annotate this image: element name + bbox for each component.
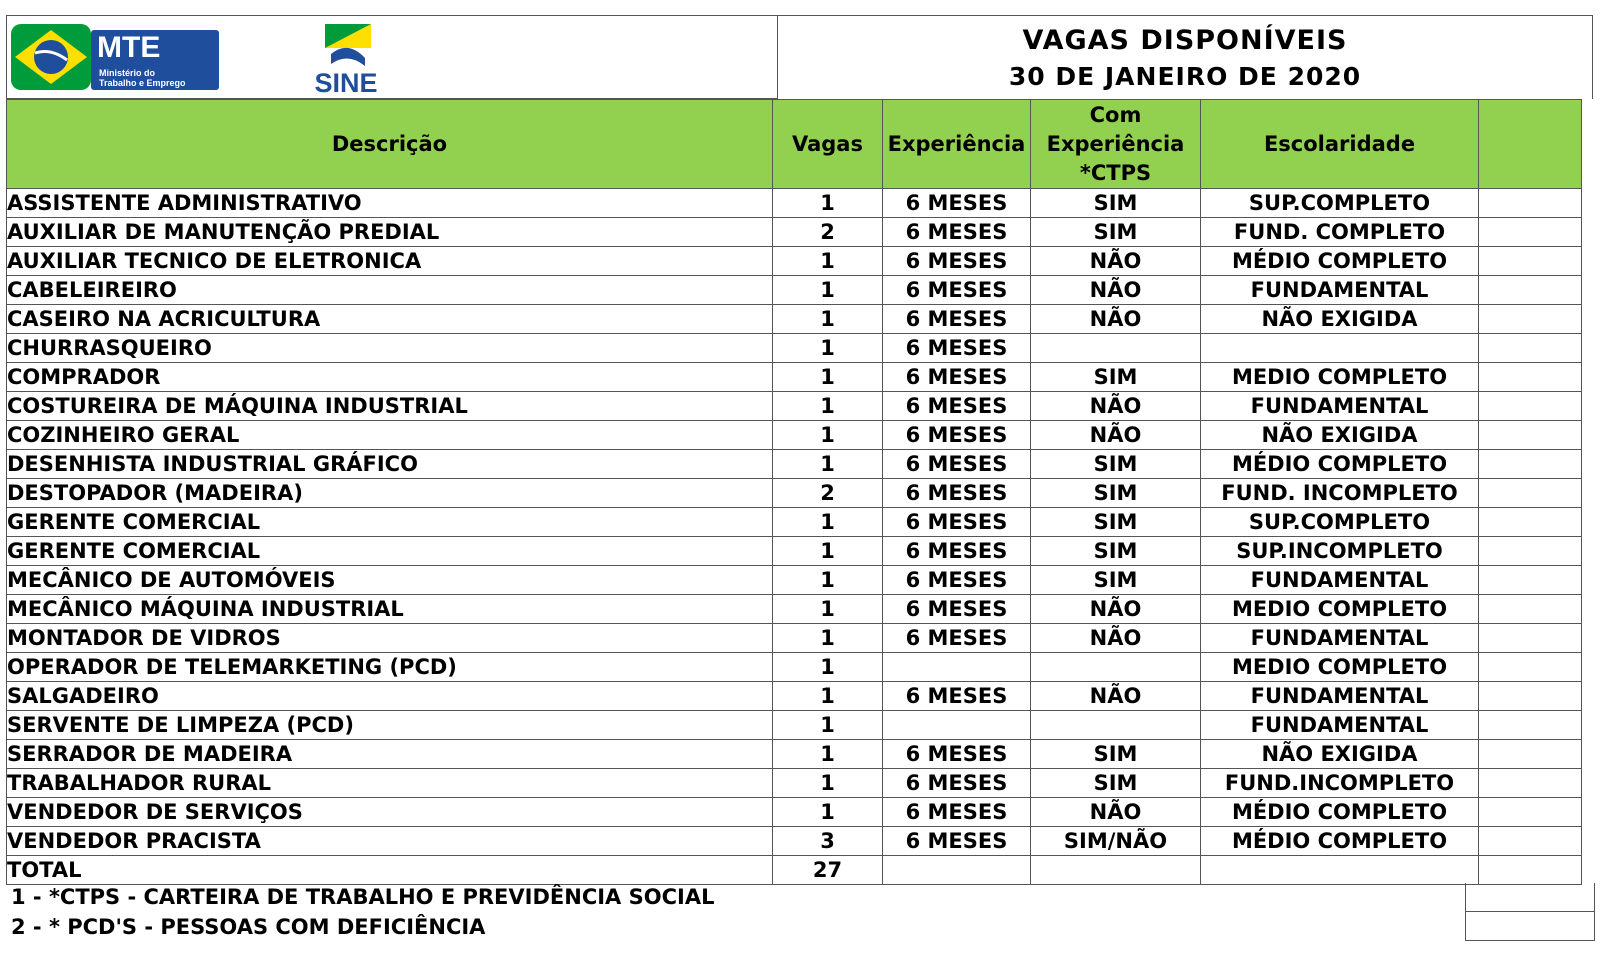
table-row <box>7 624 1582 653</box>
cell-desc: SALGADEIRO <box>7 682 773 711</box>
cell-desc: SERVENTE DE LIMPEZA (PCD) <box>7 711 773 740</box>
cell-exp: 6 MESES <box>883 421 1031 450</box>
cell-vagas: 1 <box>773 508 883 537</box>
cell-esc: MEDIO COMPLETO <box>1201 363 1479 392</box>
cell-ctps: NÃO <box>1031 682 1201 711</box>
cell-ctps: NÃO <box>1031 624 1201 653</box>
mte-badge <box>91 30 219 90</box>
table-row <box>7 740 1582 769</box>
cell-empty <box>1479 218 1582 247</box>
footnote-ctps: 1 - *CTPS - CARTEIRA DE TRABALHO E PREVIDÊNCIA SOCIAL <box>11 885 715 909</box>
table-row <box>7 653 1582 682</box>
cell-empty <box>1479 537 1582 566</box>
cell-vagas: 1 <box>773 740 883 769</box>
side-empty-cell <box>1465 883 1595 912</box>
cell-empty <box>1479 189 1582 218</box>
cell-desc: AUXILIAR DE MANUTENÇÃO PREDIAL <box>7 218 773 247</box>
cell-vagas: 1 <box>773 566 883 595</box>
cell-exp: 6 MESES <box>883 508 1031 537</box>
header-line-experiencia: Experiência <box>1046 131 1185 156</box>
cell-esc: FUNDAMENTAL <box>1201 276 1479 305</box>
cell-empty <box>1479 247 1582 276</box>
table-row <box>7 392 1582 421</box>
cell-vagas: 1 <box>773 450 883 479</box>
cell-empty <box>1479 740 1582 769</box>
cell-esc: SUP.COMPLETO <box>1201 189 1479 218</box>
table-row <box>7 421 1582 450</box>
cell-esc: MEDIO COMPLETO <box>1201 595 1479 624</box>
mte-name: MTE <box>97 31 161 64</box>
cell-esc: FUND.INCOMPLETO <box>1201 769 1479 798</box>
cell-empty <box>1479 798 1582 827</box>
cell-vagas: 1 <box>773 624 883 653</box>
cell-exp: 6 MESES <box>883 189 1031 218</box>
footnotes <box>11 882 714 942</box>
cell-ctps: SIM <box>1031 537 1201 566</box>
cell-desc: MECÂNICO MÁQUINA INDUSTRIAL <box>7 595 773 624</box>
table-row <box>7 769 1582 798</box>
cell-vagas: 1 <box>773 798 883 827</box>
cell-esc: NÃO EXIGIDA <box>1201 421 1479 450</box>
cell-exp: 6 MESES <box>883 682 1031 711</box>
page-date: 30 DE JANEIRO DE 2020 <box>1008 62 1362 91</box>
cell-ctps: SIM <box>1031 189 1201 218</box>
cell-ctps: SIM <box>1031 363 1201 392</box>
cell-exp: 6 MESES <box>883 827 1031 856</box>
cell-empty <box>1479 276 1582 305</box>
cell-exp <box>883 711 1031 740</box>
cell-empty <box>1479 479 1582 508</box>
cell-empty <box>1479 421 1582 450</box>
table-row <box>7 682 1582 711</box>
cell-ctps: SIM/NÃO <box>1031 827 1201 856</box>
cell-exp: 6 MESES <box>883 305 1031 334</box>
page-title: VAGAS DISPONÍVEIS <box>1022 25 1348 56</box>
cell-exp: 6 MESES <box>883 392 1031 421</box>
cell-esc: NÃO EXIGIDA <box>1201 740 1479 769</box>
cell-desc: OPERADOR DE TELEMARKETING (PCD) <box>7 653 773 682</box>
total-empty-cell <box>883 856 1031 885</box>
cell-exp: 6 MESES <box>883 537 1031 566</box>
cell-vagas: 1 <box>773 189 883 218</box>
cell-vagas: 1 <box>773 537 883 566</box>
cell-vagas: 2 <box>773 479 883 508</box>
mte-subtitle-line-1: Ministério do <box>99 68 155 78</box>
cell-vagas: 2 <box>773 218 883 247</box>
column-header-com-experiencia-ctps <box>1031 100 1201 189</box>
cell-vagas: 3 <box>773 827 883 856</box>
cell-ctps: SIM <box>1031 769 1201 798</box>
cell-ctps: SIM <box>1031 740 1201 769</box>
cell-vagas: 1 <box>773 276 883 305</box>
title-area <box>778 15 1593 99</box>
table-row <box>7 189 1582 218</box>
cell-desc: COMPRADOR <box>7 363 773 392</box>
table-row <box>7 305 1582 334</box>
cell-exp: 6 MESES <box>883 740 1031 769</box>
cell-empty <box>1479 682 1582 711</box>
brazil-flag-icon <box>11 20 91 94</box>
cell-esc: FUNDAMENTAL <box>1201 682 1479 711</box>
cell-ctps: NÃO <box>1031 305 1201 334</box>
header-line-ctps: *CTPS <box>1079 160 1152 185</box>
cell-desc: COSTUREIRA DE MÁQUINA INDUSTRIAL <box>7 392 773 421</box>
table-row <box>7 479 1582 508</box>
cell-desc: COZINHEIRO GERAL <box>7 421 773 450</box>
cell-ctps: NÃO <box>1031 798 1201 827</box>
cell-exp: 6 MESES <box>883 218 1031 247</box>
cell-esc <box>1201 334 1479 363</box>
cell-empty <box>1479 508 1582 537</box>
cell-vagas: 1 <box>773 653 883 682</box>
cell-empty <box>1479 363 1582 392</box>
cell-desc: ASSISTENTE ADMINISTRATIVO <box>7 189 773 218</box>
total-row <box>7 856 1582 885</box>
cell-desc: GERENTE COMERCIAL <box>7 537 773 566</box>
table-row <box>7 218 1582 247</box>
table-row <box>7 334 1582 363</box>
header-line-com: Com <box>1089 102 1142 127</box>
cell-vagas: 1 <box>773 682 883 711</box>
cell-ctps: SIM <box>1031 479 1201 508</box>
table-row <box>7 798 1582 827</box>
cell-esc: FUND. INCOMPLETO <box>1201 479 1479 508</box>
cell-esc: NÃO EXIGIDA <box>1201 305 1479 334</box>
cell-exp: 6 MESES <box>883 276 1031 305</box>
cell-exp: 6 MESES <box>883 595 1031 624</box>
cell-ctps: NÃO <box>1031 276 1201 305</box>
cell-empty <box>1479 392 1582 421</box>
cell-empty <box>1479 827 1582 856</box>
sine-emblem-icon <box>317 18 379 70</box>
cell-ctps <box>1031 711 1201 740</box>
cell-vagas: 1 <box>773 363 883 392</box>
cell-desc: CASEIRO NA ACRICULTURA <box>7 305 773 334</box>
cell-exp: 6 MESES <box>883 479 1031 508</box>
cell-esc: FUNDAMENTAL <box>1201 392 1479 421</box>
column-header-vagas: Vagas <box>773 100 883 189</box>
cell-ctps: NÃO <box>1031 421 1201 450</box>
cell-ctps <box>1031 334 1201 363</box>
cell-empty <box>1479 653 1582 682</box>
cell-esc: MEDIO COMPLETO <box>1201 653 1479 682</box>
cell-esc: FUNDAMENTAL <box>1201 566 1479 595</box>
jobs-table <box>6 99 1582 885</box>
cell-vagas: 1 <box>773 711 883 740</box>
cell-desc: DESENHISTA INDUSTRIAL GRÁFICO <box>7 450 773 479</box>
total-empty-cell <box>1201 856 1479 885</box>
sine-name: SINE <box>314 68 378 98</box>
cell-vagas: 1 <box>773 769 883 798</box>
cell-desc: TRABALHADOR RURAL <box>7 769 773 798</box>
cell-exp: 6 MESES <box>883 769 1031 798</box>
cell-esc: SUP.INCOMPLETO <box>1201 537 1479 566</box>
cell-esc: FUNDAMENTAL <box>1201 711 1479 740</box>
cell-empty <box>1479 769 1582 798</box>
cell-vagas: 1 <box>773 392 883 421</box>
column-header-experiencia: Experiência <box>883 100 1031 189</box>
cell-vagas: 1 <box>773 421 883 450</box>
cell-empty <box>1479 334 1582 363</box>
total-empty-cell <box>1479 856 1582 885</box>
cell-exp: 6 MESES <box>883 334 1031 363</box>
page-header <box>6 15 1593 99</box>
cell-ctps <box>1031 653 1201 682</box>
cell-empty <box>1479 711 1582 740</box>
cell-esc: SUP.COMPLETO <box>1201 508 1479 537</box>
cell-exp: 6 MESES <box>883 363 1031 392</box>
cell-exp: 6 MESES <box>883 566 1031 595</box>
cell-ctps: SIM <box>1031 566 1201 595</box>
column-header-escolaridade: Escolaridade <box>1201 100 1479 189</box>
cell-vagas: 1 <box>773 334 883 363</box>
cell-ctps: NÃO <box>1031 595 1201 624</box>
cell-empty <box>1479 624 1582 653</box>
cell-exp: 6 MESES <box>883 247 1031 276</box>
cell-esc: FUNDAMENTAL <box>1201 624 1479 653</box>
table-row <box>7 363 1582 392</box>
table-header-row <box>7 100 1582 189</box>
cell-esc: FUND. COMPLETO <box>1201 218 1479 247</box>
cell-desc: MECÂNICO DE AUTOMÓVEIS <box>7 566 773 595</box>
cell-esc: MÉDIO COMPLETO <box>1201 450 1479 479</box>
cell-empty <box>1479 595 1582 624</box>
table-row <box>7 450 1582 479</box>
cell-ctps: NÃO <box>1031 392 1201 421</box>
cell-exp: 6 MESES <box>883 798 1031 827</box>
table-row <box>7 711 1582 740</box>
mte-subtitle <box>99 68 186 88</box>
table-row <box>7 247 1582 276</box>
footnote-pcd: 2 - * PCD'S - PESSOAS COM DEFICIÊNCIA <box>11 915 486 939</box>
cell-ctps: SIM <box>1031 218 1201 247</box>
cell-ctps: SIM <box>1031 508 1201 537</box>
cell-desc: CHURRASQUEIRO <box>7 334 773 363</box>
cell-exp: 6 MESES <box>883 624 1031 653</box>
logo-area <box>6 15 778 99</box>
side-empty-cell <box>1465 912 1595 941</box>
cell-ctps: NÃO <box>1031 247 1201 276</box>
cell-desc: MONTADOR DE VIDROS <box>7 624 773 653</box>
cell-esc: MÉDIO COMPLETO <box>1201 798 1479 827</box>
cell-exp <box>883 653 1031 682</box>
cell-ctps: SIM <box>1031 450 1201 479</box>
total-label: TOTAL <box>7 856 773 885</box>
cell-desc: AUXILIAR TECNICO DE ELETRONICA <box>7 247 773 276</box>
table-row <box>7 827 1582 856</box>
cell-esc: MÉDIO COMPLETO <box>1201 827 1479 856</box>
mte-subtitle-line-2: Trabalho e Emprego <box>99 78 186 88</box>
cell-desc: DESTOPADOR (MADEIRA) <box>7 479 773 508</box>
cell-desc: VENDEDOR PRACISTA <box>7 827 773 856</box>
cell-esc: MÉDIO COMPLETO <box>1201 247 1479 276</box>
total-empty-cell <box>1031 856 1201 885</box>
cell-vagas: 1 <box>773 595 883 624</box>
column-header-empty <box>1479 100 1582 189</box>
table-row <box>7 508 1582 537</box>
mte-logo <box>11 20 219 94</box>
cell-desc: SERRADOR DE MADEIRA <box>7 740 773 769</box>
cell-empty <box>1479 450 1582 479</box>
cell-vagas: 1 <box>773 305 883 334</box>
cell-vagas: 1 <box>773 247 883 276</box>
cell-exp: 6 MESES <box>883 450 1031 479</box>
table-row <box>7 566 1582 595</box>
sine-logo <box>307 18 387 100</box>
cell-empty <box>1479 566 1582 595</box>
column-header-descricao: Descrição <box>7 100 773 189</box>
table-row <box>7 537 1582 566</box>
total-value: 27 <box>773 856 883 885</box>
cell-desc: GERENTE COMERCIAL <box>7 508 773 537</box>
cell-desc: VENDEDOR DE SERVIÇOS <box>7 798 773 827</box>
table-row <box>7 595 1582 624</box>
cell-empty <box>1479 305 1582 334</box>
table-row <box>7 276 1582 305</box>
cell-desc: CABELEIREIRO <box>7 276 773 305</box>
